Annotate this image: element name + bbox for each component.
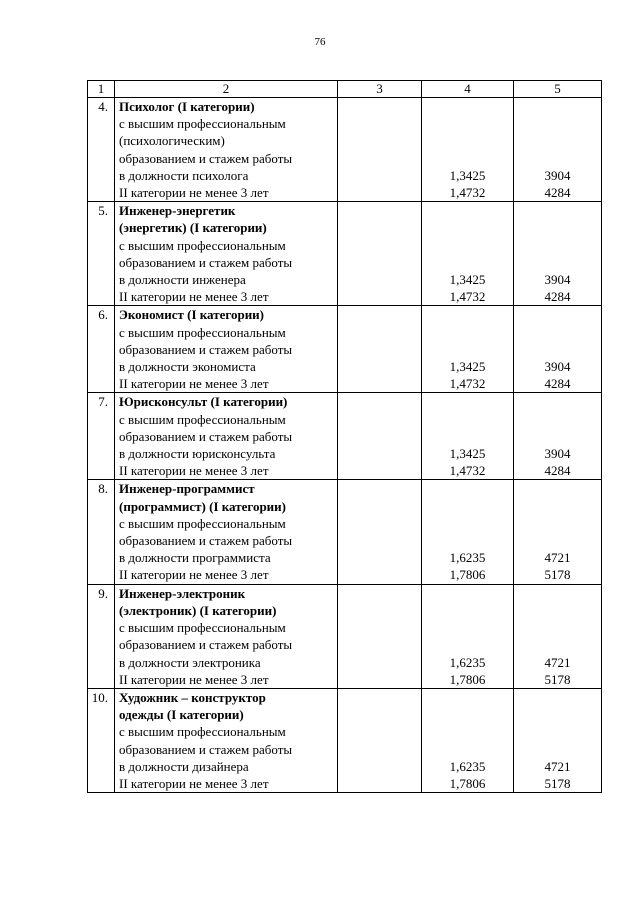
position-description — [115, 688, 338, 792]
position-detail-line: II категории не менее 3 лет — [119, 185, 269, 201]
position-detail-line: образованием и стажем работы — [119, 741, 293, 757]
row-number: 5. — [88, 202, 115, 306]
position-detail-line: с высшим профессиональным — [119, 724, 286, 740]
position-detail-line: (психологическим) — [119, 133, 225, 149]
table-row — [88, 584, 602, 688]
column-3-cell — [338, 306, 422, 393]
position-detail-line: II категории не менее 3 лет — [119, 376, 269, 392]
salary-value: 5178 — [544, 567, 571, 583]
header-cell-3: 3 — [338, 81, 422, 98]
position-detail-line: II категории не менее 3 лет — [119, 463, 269, 479]
salary-value: 3904 — [544, 359, 571, 375]
position-title-line: (программист) (I категории) — [119, 498, 286, 514]
coefficient-cell — [422, 480, 514, 584]
column-3-cell — [338, 584, 422, 688]
position-detail-line: образованием и стажем работы — [119, 254, 293, 270]
position-description — [115, 98, 338, 202]
position-description — [115, 393, 338, 480]
position-title-line: Экономист (I категории) — [119, 307, 264, 323]
position-detail-line: с высшим профессиональным — [119, 411, 286, 427]
coefficient-value: 1,4732 — [449, 463, 486, 479]
salary-value: 3904 — [544, 446, 571, 462]
salary-cell — [514, 393, 602, 480]
salary-cell — [514, 584, 602, 688]
salary-cell — [514, 202, 602, 306]
row-number: 4. — [88, 98, 115, 202]
position-detail-line: в должности электроника — [119, 654, 261, 670]
position-title-line: одежды (I категории) — [119, 707, 244, 723]
header-cell-4: 4 — [422, 81, 514, 98]
position-detail-line: в должности экономиста — [119, 359, 256, 375]
salary-value: 4721 — [544, 758, 571, 774]
position-detail-line: II категории не менее 3 лет — [119, 775, 269, 791]
table-row — [88, 98, 602, 202]
page-number: 76 — [314, 36, 326, 48]
salary-value: 4284 — [544, 463, 571, 479]
header-cell-1: 1 — [88, 81, 115, 98]
position-detail-line: с высшим профессиональным — [119, 515, 286, 531]
position-title-line: Инженер-энергетик — [119, 203, 236, 219]
coefficient-value: 1,4732 — [449, 289, 486, 305]
position-title-line: Юрисконсульт (I категории) — [119, 394, 288, 410]
position-detail-line: образованием и стажем работы — [119, 533, 293, 549]
coefficient-value: 1,6235 — [449, 758, 486, 774]
position-title-line: Психолог (I категории) — [119, 99, 255, 114]
position-detail-line: II категории не менее 3 лет — [119, 289, 269, 305]
coefficient-cell — [422, 98, 514, 202]
coefficient-value: 1,3425 — [449, 446, 486, 462]
header-cell-5: 5 — [514, 81, 602, 98]
row-number: 6. — [88, 306, 115, 393]
position-description — [115, 306, 338, 393]
row-number: 10. — [88, 688, 115, 792]
position-detail-line: образованием и стажем работы — [119, 150, 293, 166]
position-detail-line: в должности психолога — [119, 167, 249, 183]
coefficient-cell — [422, 393, 514, 480]
position-detail-line: образованием и стажем работы — [119, 637, 293, 653]
position-detail-line: в должности программиста — [119, 550, 271, 566]
position-description — [115, 584, 338, 688]
position-title-line: Художник – конструктор — [119, 689, 266, 705]
coefficient-cell — [422, 306, 514, 393]
position-title-line: (электроник) (I категории) — [119, 602, 277, 618]
position-description — [115, 202, 338, 306]
salary-value: 5178 — [544, 671, 571, 687]
coefficient-value: 1,3425 — [449, 272, 486, 288]
coefficient-value: 1,7806 — [449, 671, 486, 687]
coefficient-value: 1,3425 — [449, 359, 486, 375]
coefficient-value: 1,4732 — [449, 185, 486, 201]
salary-value: 4284 — [544, 376, 571, 392]
salary-value: 3904 — [544, 167, 571, 183]
coefficient-value: 1,6235 — [449, 550, 486, 566]
column-3-cell — [338, 393, 422, 480]
row-number: 9. — [88, 584, 115, 688]
coefficient-value: 1,6235 — [449, 654, 486, 670]
salary-value: 5178 — [544, 775, 571, 791]
row-number: 7. — [88, 393, 115, 480]
position-detail-line: с высшим профессиональным — [119, 116, 286, 132]
position-title-line: Инженер-программист — [119, 481, 255, 497]
position-detail-line: II категории не менее 3 лет — [119, 567, 269, 583]
salary-cell — [514, 306, 602, 393]
coefficient-value: 1,7806 — [449, 567, 486, 583]
coefficient-value: 1,7806 — [449, 775, 486, 791]
position-detail-line: с высшим профессиональным — [119, 620, 286, 636]
salary-value: 4284 — [544, 289, 571, 305]
position-detail-line: с высшим профессиональным — [119, 324, 286, 340]
salary-cell — [514, 98, 602, 202]
row-number: 8. — [88, 480, 115, 584]
table-header-row — [88, 81, 602, 98]
position-description — [115, 480, 338, 584]
coefficient-cell — [422, 584, 514, 688]
table-row — [88, 688, 602, 792]
coefficient-value: 1,3425 — [449, 167, 486, 183]
column-3-cell — [338, 480, 422, 584]
salary-value: 4721 — [544, 550, 571, 566]
salary-value: 4284 — [544, 185, 571, 201]
position-detail-line: в должности юрисконсульта — [119, 446, 276, 462]
salary-value: 4721 — [544, 654, 571, 670]
coefficient-cell — [422, 202, 514, 306]
column-3-cell — [338, 202, 422, 306]
position-detail-line: в должности дизайнера — [119, 758, 249, 774]
column-3-cell — [338, 688, 422, 792]
table-row — [88, 480, 602, 584]
coefficient-value: 1,4732 — [449, 376, 486, 392]
table-row — [88, 202, 602, 306]
table-row — [88, 393, 602, 480]
salary-cell — [514, 480, 602, 584]
table-row — [88, 306, 602, 393]
salary-cell — [514, 688, 602, 792]
position-detail-line: II категории не менее 3 лет — [119, 671, 269, 687]
position-detail-line: образованием и стажем работы — [119, 428, 293, 444]
position-detail-line: образованием и стажем работы — [119, 341, 293, 357]
salary-value: 3904 — [544, 272, 571, 288]
position-detail-line: с высшим профессиональным — [119, 237, 286, 253]
position-title-line: (энергетик) (I категории) — [119, 220, 267, 236]
coefficient-cell — [422, 688, 514, 792]
salary-table — [87, 80, 602, 793]
header-cell-2: 2 — [115, 81, 338, 98]
column-3-cell — [338, 98, 422, 202]
position-title-line: Инженер-электроник — [119, 585, 246, 601]
position-detail-line: в должности инженера — [119, 272, 246, 288]
